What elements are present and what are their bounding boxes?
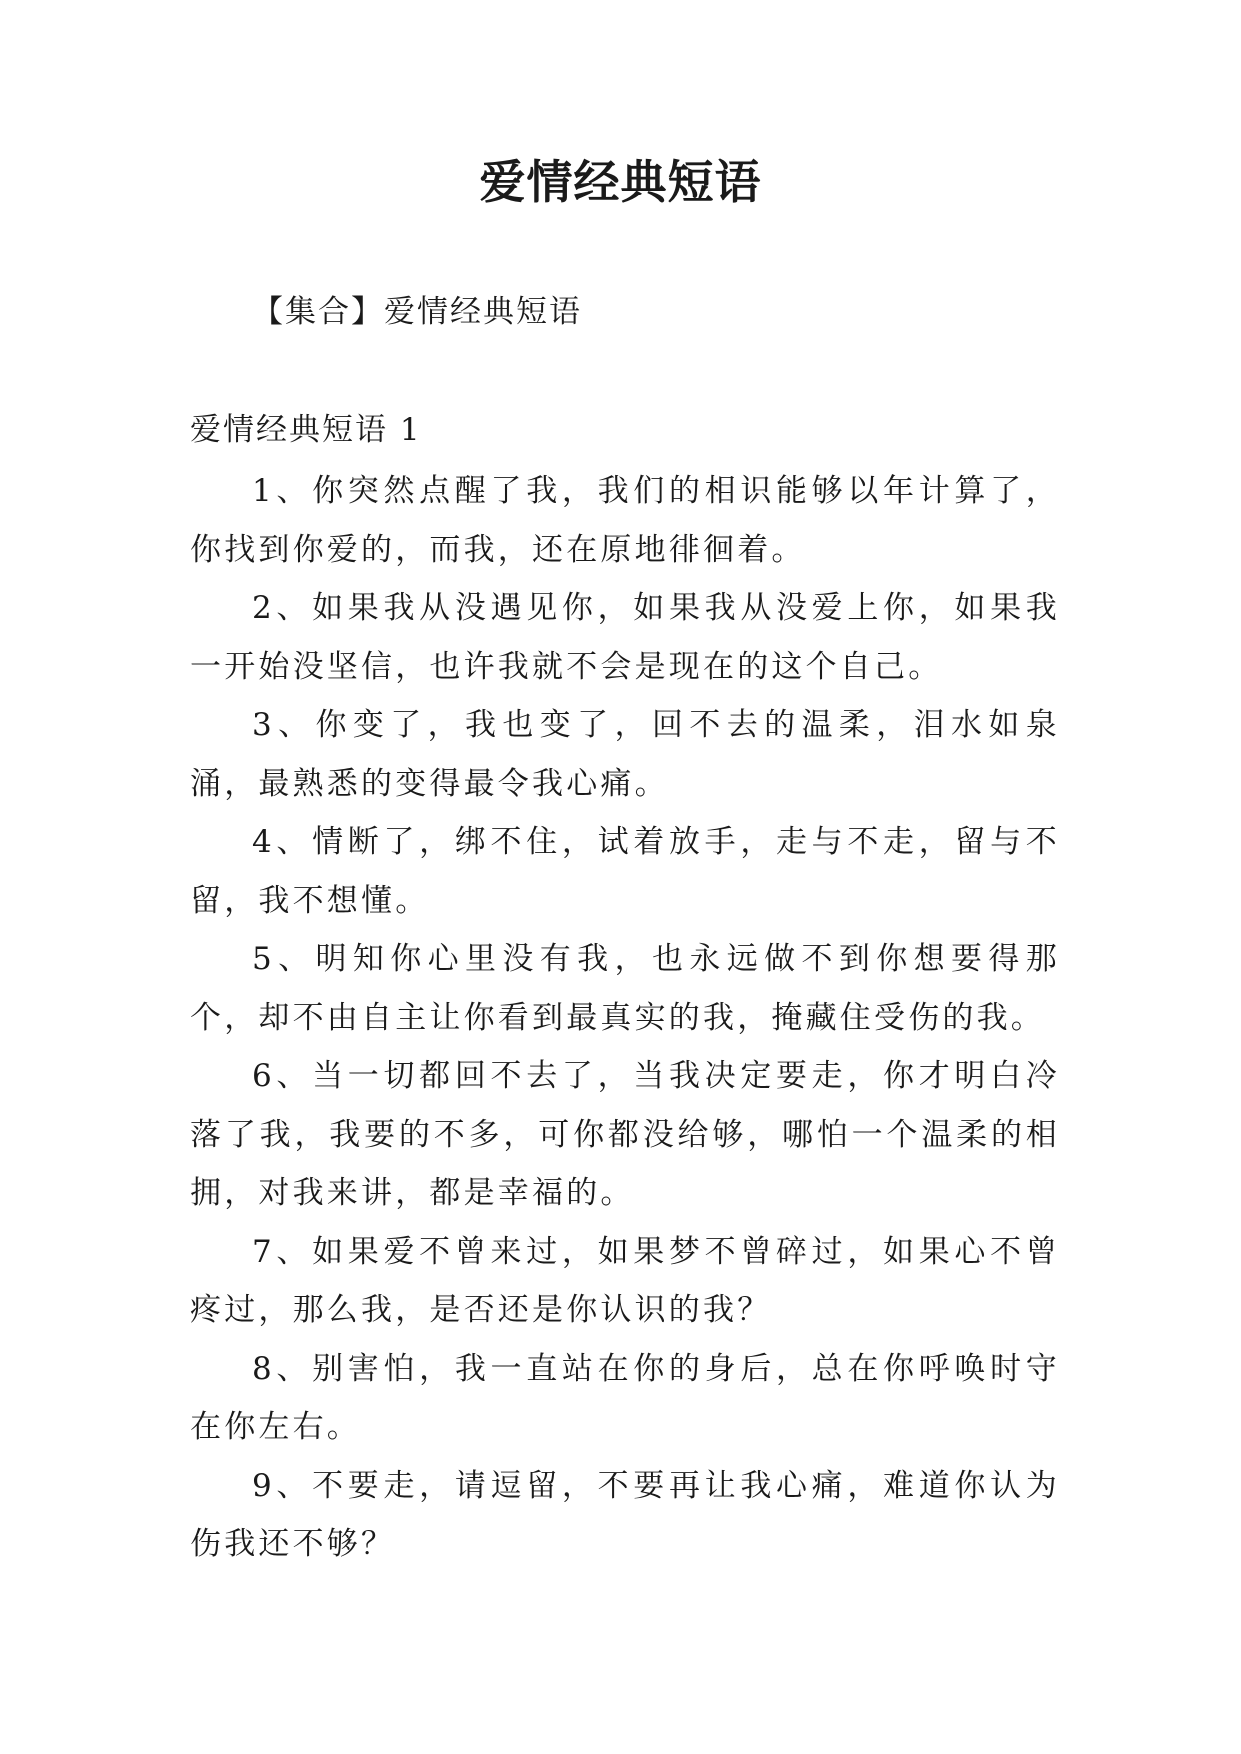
list-item: 5、明知你心里没有我，也永远做不到你想要得那个，却不由自主让你看到最真实的我，掩藏住受伤的我。	[190, 941, 1060, 1036]
document-body	[190, 462, 1060, 1574]
list-item: 3、你变了，我也变了，回不去的温柔，泪水如泉涌，最熟悉的变得最令我心痛。	[190, 707, 1060, 802]
list-item: 9、不要走，请逗留，不要再让我心痛，难道你认为伤我还不够？	[190, 1467, 1060, 1562]
list-item: 1、你突然点醒了我，我们的相识能够以年计算了，你找到你爱的，而我，还在原地徘徊着。	[190, 473, 1060, 568]
document-subtitle: 【集合】爱情经典短语	[252, 294, 582, 330]
list-item: 4、情断了，绑不住，试着放手，走与不走，留与不留，我不想懂。	[190, 824, 1060, 919]
list-item: 2、如果我从没遇见你，如果我从没爱上你，如果我一开始没坚信，也许我就不会是现在的这个自己。	[190, 590, 1060, 685]
list-item: 8、别害怕，我一直站在你的身后，总在你呼唤时守在你左右。	[190, 1350, 1060, 1445]
section-heading: 爱情经典短语 1	[190, 412, 422, 448]
document-title: 爱情经典短语	[479, 155, 762, 209]
list-item: 7、如果爱不曾来过，如果梦不曾碎过，如果心不曾疼过，那么我，是否还是你认识的我？	[190, 1233, 1060, 1328]
list-item: 6、当一切都回不去了，当我决定要走，你才明白冷落了我，我要的不多，可你都没给够，哪怕一个温柔的相拥，对我来讲，都是幸福的。	[190, 1058, 1060, 1211]
